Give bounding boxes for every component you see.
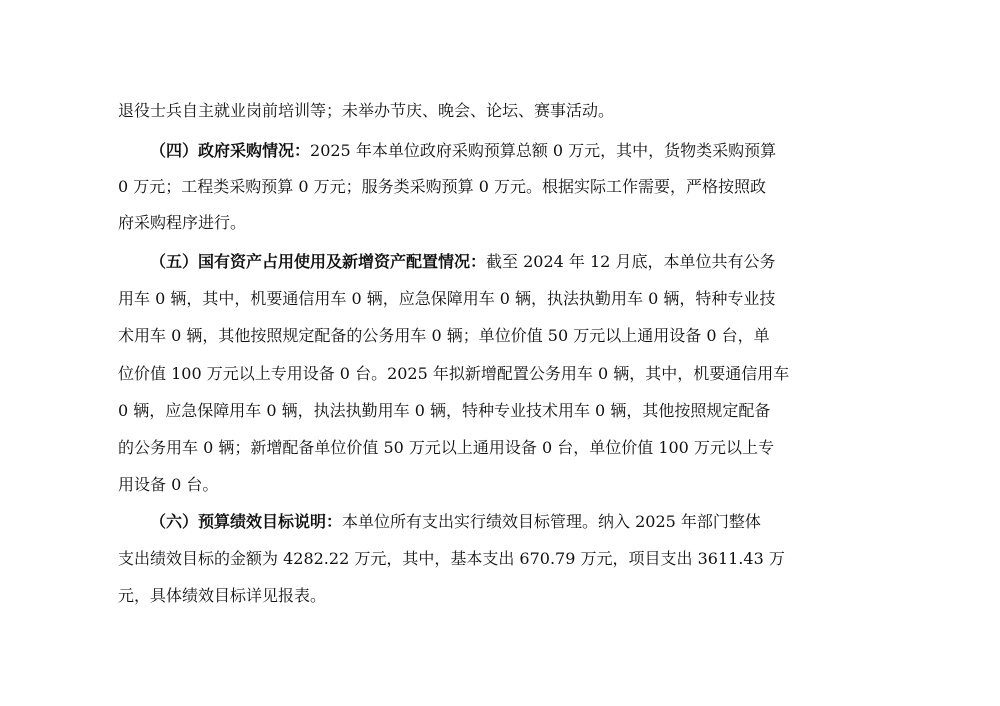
section-6-line-1 xyxy=(150,512,761,532)
paragraph-text: 元，具体绩效目标详见报表。 xyxy=(118,586,327,605)
paragraph-text: 0 辆，应急保障用车 0 辆，执法执勤用车 0 辆，特种专业技术用车 0 辆，其他按照规定配备 xyxy=(118,401,771,420)
paragraph-text: 位价值 100 万元以上专用设备 0 台。2025 年拟新增配置公务用车 0 辆，其中，机要通信用车 xyxy=(118,364,790,383)
paragraph-text: 2025 年本单位政府采购预算总额 0 万元，其中，货物类采购预算 xyxy=(310,141,777,160)
section-5-line-6 xyxy=(118,438,774,458)
section-5-line-4 xyxy=(118,364,789,384)
section-4-line-3 xyxy=(118,213,246,233)
section-4-heading: （四）政府采购情况： xyxy=(150,141,311,160)
section-4-line-1 xyxy=(150,141,776,161)
section-6-line-2 xyxy=(118,549,785,569)
paragraph-text: 退役士兵自主就业岗前培训等；未举办节庆、晚会、论坛、赛事活动。 xyxy=(118,101,615,120)
section-5-line-5 xyxy=(118,401,770,421)
paragraph-text: 0 万元；工程类采购预算 0 万元；服务类采购预算 0 万元。根据实际工作需要，严格按照政 xyxy=(118,177,766,196)
paragraph-text: 的公务用车 0 辆；新增配备单位价值 50 万元以上通用设备 0 台，单位价值 100 万元以上专 xyxy=(118,438,774,457)
paragraph-text: 截至 2024 年 12 月底，本单位共有公务 xyxy=(486,252,776,271)
paragraph-text: 用设备 0 台。 xyxy=(118,475,219,494)
section-6-line-3 xyxy=(118,586,326,606)
intro-line-1 xyxy=(118,101,614,121)
section-6-heading: （六）预算绩效目标说明： xyxy=(150,512,343,531)
paragraph-text: 支出绩效目标的金额为 4282.22 万元，其中，基本支出 670.79 万元，项目支出 3611.43 万 xyxy=(118,549,785,568)
paragraph-text: 府采购程序进行。 xyxy=(118,213,247,232)
section-5-line-7 xyxy=(118,475,218,495)
section-4-line-2 xyxy=(118,177,766,197)
paragraph-text: 本单位所有支出实行绩效目标管理。纳入 2025 年部门整体 xyxy=(342,512,761,531)
section-5-heading: （五）国有资产占用使用及新增资产配置情况： xyxy=(150,252,487,271)
paragraph-text: 术用车 0 辆，其他按照规定配备的公务用车 0 辆；单位价值 50 万元以上通用设备 0 台，单 xyxy=(118,326,770,345)
section-5-line-3 xyxy=(118,326,770,346)
section-5-line-1 xyxy=(150,252,775,272)
section-5-line-2 xyxy=(118,289,775,309)
paragraph-text: 用车 0 辆，其中，机要通信用车 0 辆，应急保障用车 0 辆，执法执勤用车 0 辆，特种专业技 xyxy=(118,289,776,308)
